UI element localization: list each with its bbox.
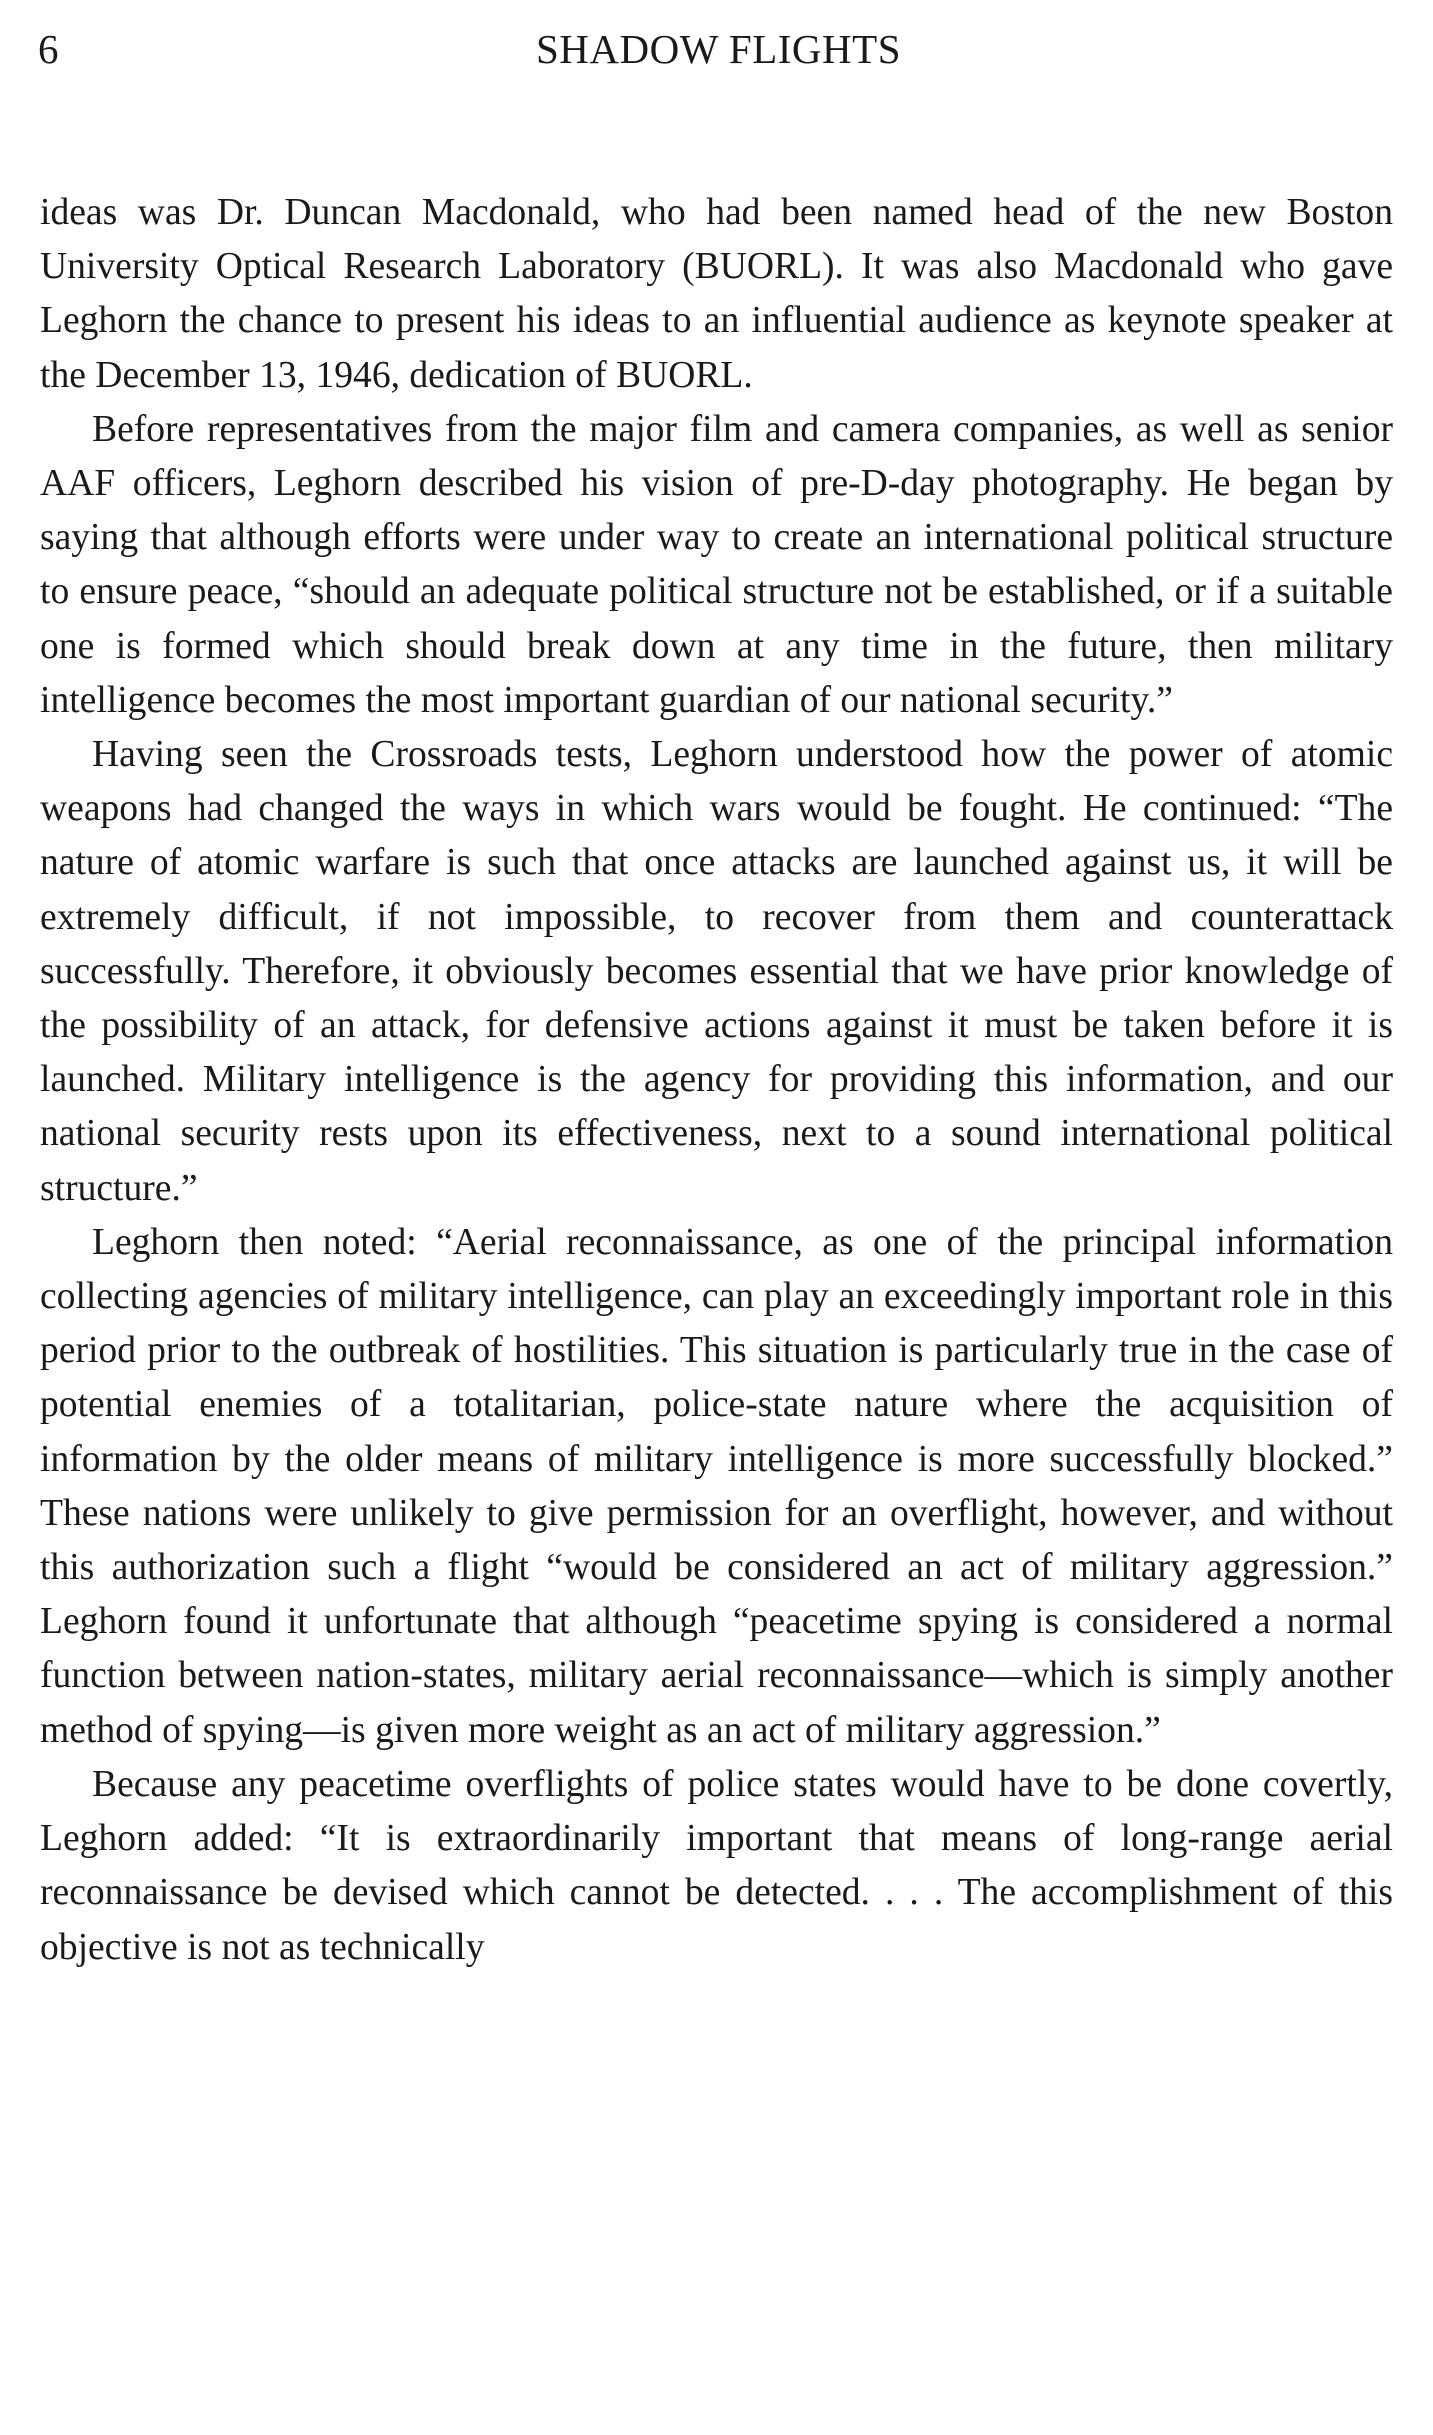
paragraph-continued: ideas was Dr. Duncan Macdonald, who had been named head of the new Boston University Optical Research Laboratory (BUORL). It was also Macdonald who gave Leghorn the chance to present his ideas to an influential audience as keynote speaker at the December 13, 1946, dedication of BUORL. bbox=[40, 192, 1393, 396]
page-header bbox=[38, 22, 1399, 76]
paragraph: Because any peacetime overflights of police states would have to be done covertly, Leghorn added: “It is extraordinarily important that means of long-range aerial reconnaissance be devised which cannot be detected. . . . The accomplishment of this objective is not as technically bbox=[40, 1763, 1393, 1968]
paragraph: Having seen the Crossroads tests, Leghorn understood how the power of atomic weapons had changed the ways in which wars would be fought. He continued: “The nature of atomic warfare is such that once attacks are launched against us, it will be extremely difficult, if not impossible, to recover from them and counterattack successfully. Therefore, it obviously becomes essential that we have prior knowledge of the possibility of an attack, for defensive actions against it must be taken before it is launched. Military intelligence is the agency for providing this information, and our national security rests upon its effectiveness, next to a sound international political structure.” bbox=[40, 734, 1393, 1209]
body-text bbox=[40, 186, 1393, 1975]
paragraph: Before representatives from the major film and camera companies, as well as senior AAF officers, Leghorn described his vision of pre-D-day photography. He began by saying that although efforts were under way to create an international political structure to ensure peace, “should an adequate political structure not be established, or if a suitable one is formed which should break down at any time in the future, then military intelligence becomes the most important guardian of our national security.” bbox=[40, 408, 1393, 721]
page-number: 6 bbox=[38, 26, 59, 72]
paragraph: Leghorn then noted: “Aerial reconnaissance, as one of the principal information collecting agencies of military intelligence, can play an exceedingly important role in this period prior to the outbreak of hostilities. This situation is particularly true in the case of potential enemies of a totalitarian, police-state nature where the acquisition of information by the older means of military intelligence is more successfully blocked.” These nations were unlikely to give permission for an overflight, however, and without this authorization such a flight “would be considered an act of military aggression.” Leghorn found it unfortunate that although “peacetime spying is considered a normal function between nation-states, military aerial reconnaissance—which is simply another method of spying—is given more weight as an act of military aggression.” bbox=[40, 1221, 1393, 1751]
running-head: SHADOW FLIGHTS bbox=[535, 26, 901, 72]
